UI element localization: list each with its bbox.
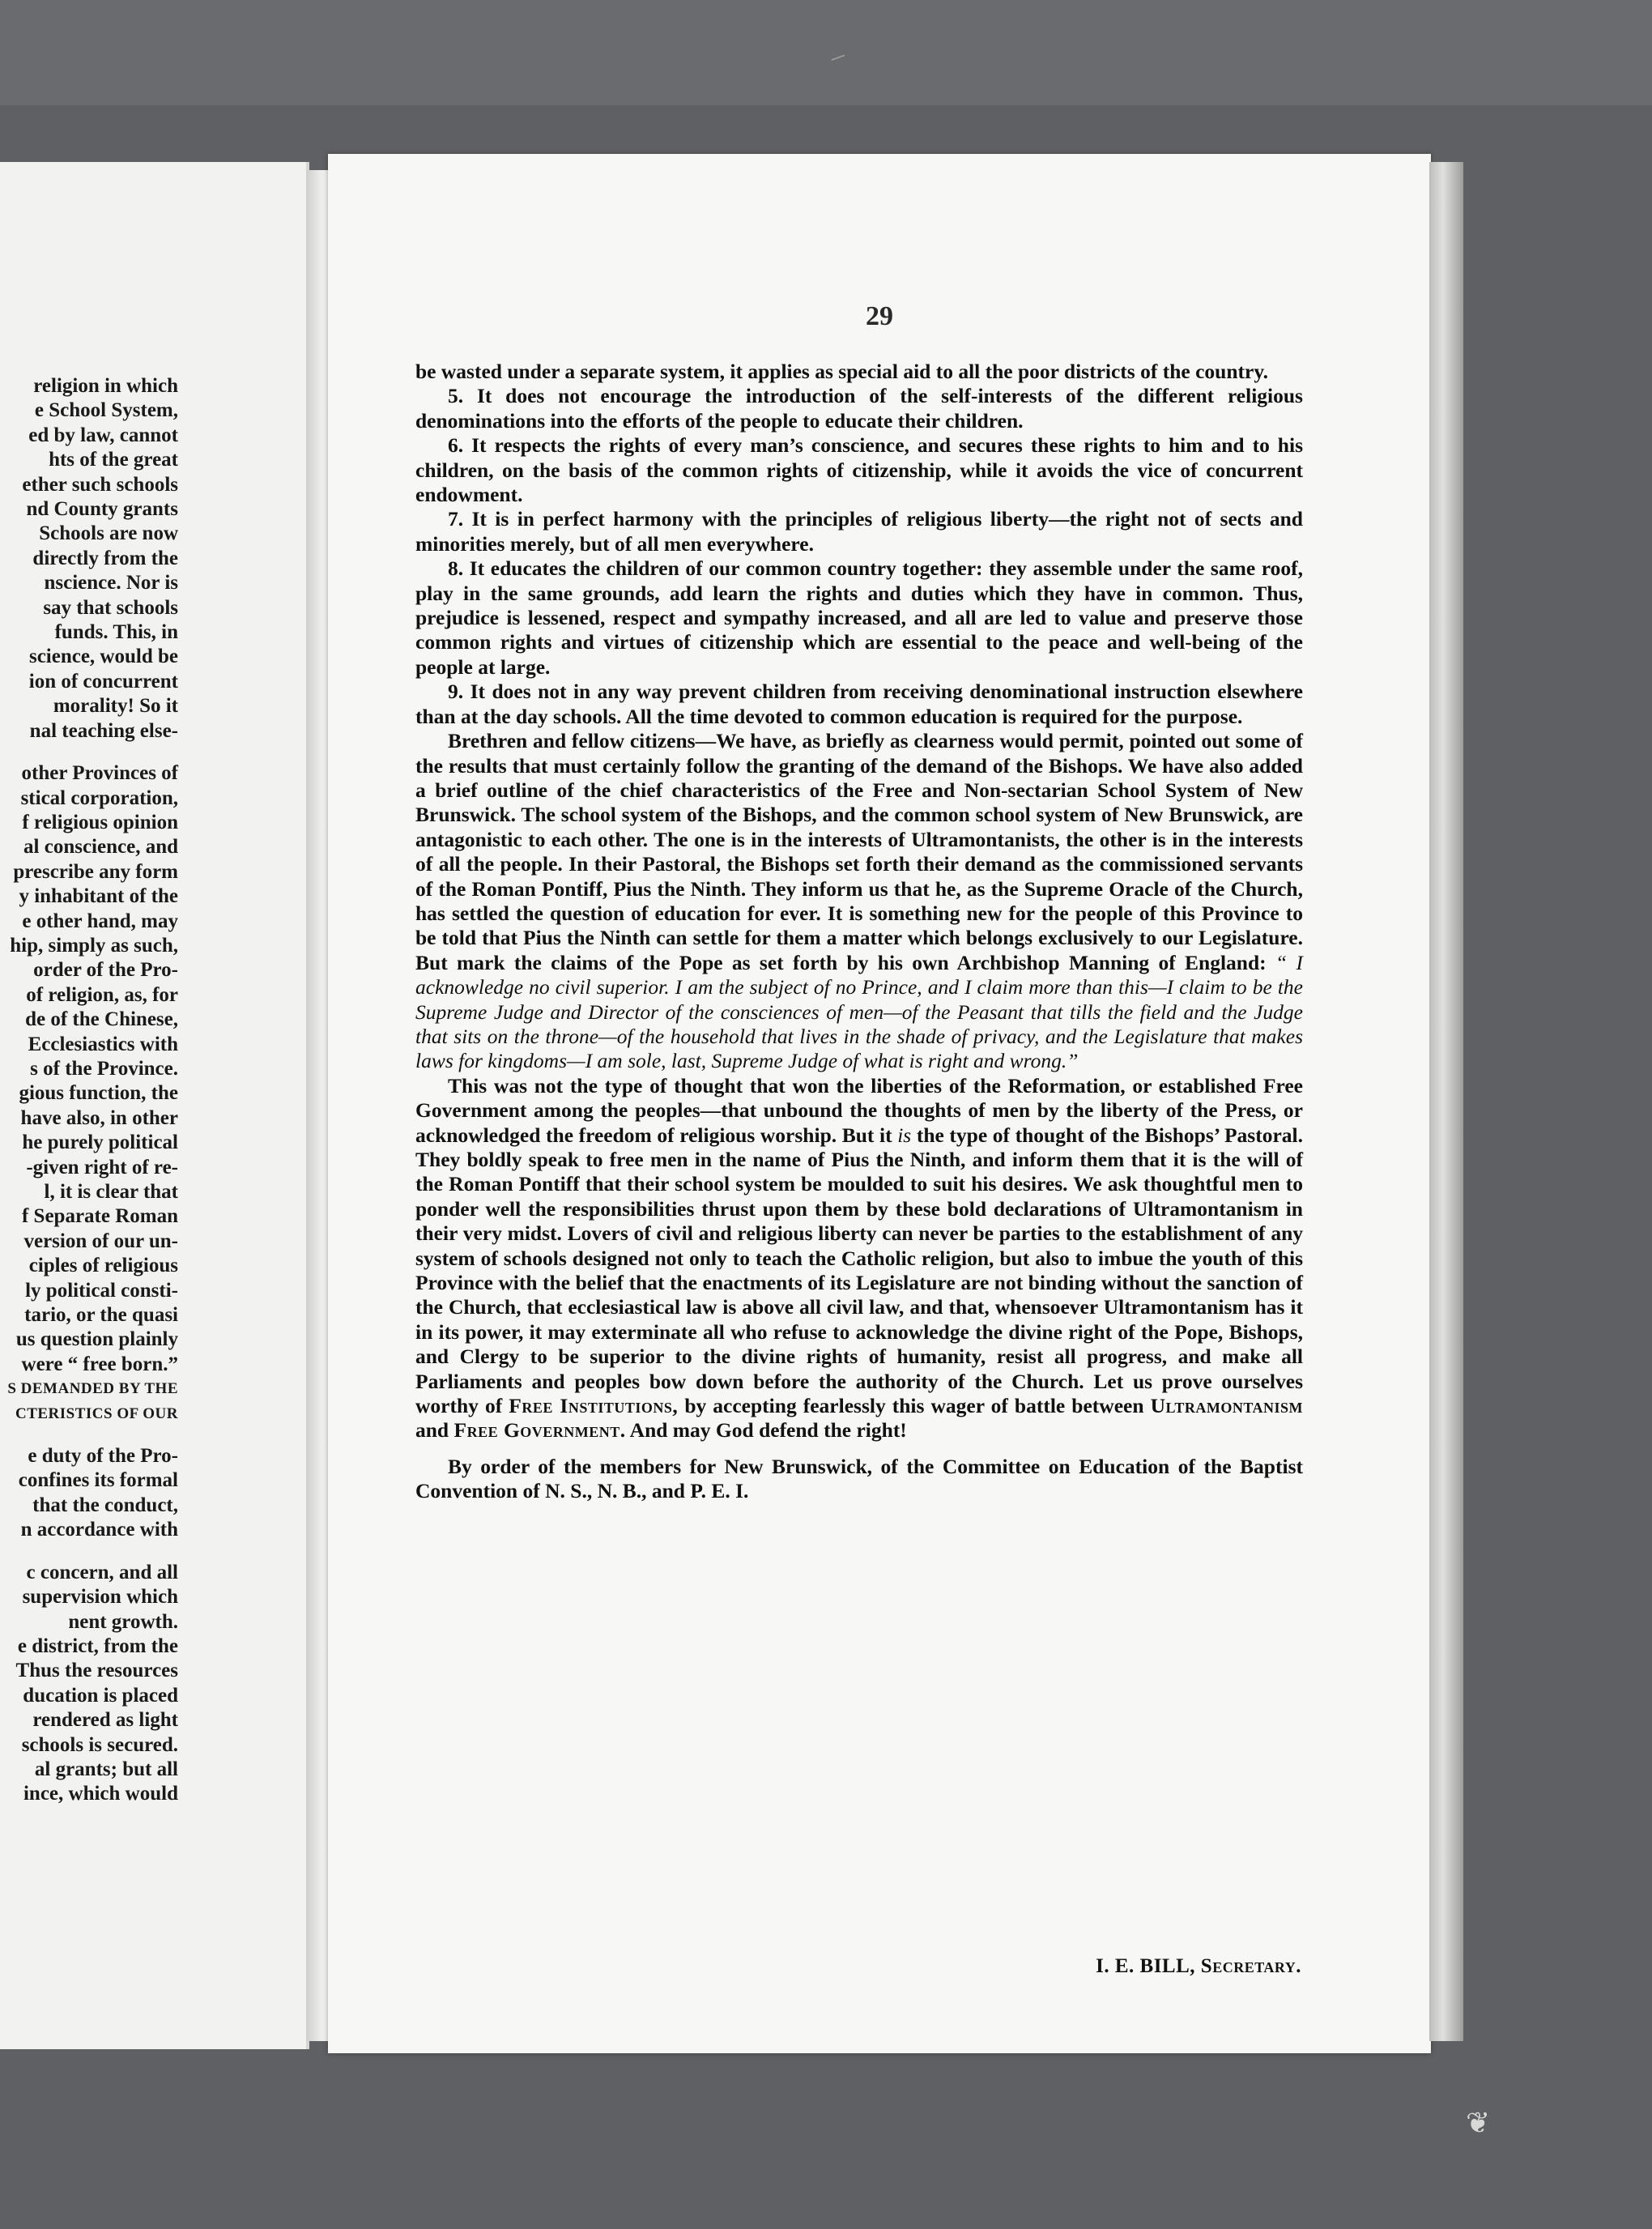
left-page-line: c concern, and all [26, 1561, 178, 1583]
left-page-line: ly political consti- [25, 1279, 178, 1302]
free-government-smallcaps: Free Government. [453, 1418, 626, 1443]
brethren-text: Brethren and fellow citizens—We have, as briefly as clearness would permit, pointed out some of the results that must certainly follow the granting of the demand of the Bishops. We have also added a brief outline of the chief characteristics of the Free and Non-sectarian School System of New Brunswick. The school system of the Bishops, and the common school system of New Brunswick, are antagonistic to each other. The one is in the interests of Ultramontanists, the other is in the interests of all the people. In their Pastoral, the Bishops set forth their demand as the commissioned servants of the Roman Pontiff, Pius the Ninth. They inform us that he, as the Supreme Oracle of the Church, has settled the question of education for ever. It is something new for the people of this Province to be told that Pius the Ninth can settle for them a matter which belongs exclusively to our Legislature. But mark the claims of the Pope as set forth by his own Archbishop Manning of England: [415, 729, 1303, 974]
left-page-line: that the conduct, [32, 1494, 178, 1516]
left-page [0, 162, 309, 2049]
left-page-line: -given right of re- [26, 1156, 178, 1178]
paragraph-point-7: 7. It is in perfect harmony with the principles of religious liberty—the right not of sects and minorities merely, but of all men everywhere. [415, 507, 1303, 556]
left-page-line: f Separate Roman [21, 1205, 178, 1228]
left-page-line: prescribe any form [13, 860, 178, 883]
left-page-line: al conscience, and [23, 836, 178, 859]
left-page-line: e other hand, may [22, 910, 178, 932]
left-page-line: funds. This, in [54, 621, 178, 644]
left-page-line: rendered as light [32, 1709, 178, 1732]
scan-dust-mark: ⸝ [827, 33, 854, 70]
left-page-line: were “ free born.” [21, 1353, 178, 1375]
left-page-line: ince, which would [23, 1783, 178, 1805]
left-page-line: science, would be [28, 646, 178, 668]
free-institutions-smallcaps: Free Institutions, [509, 1394, 679, 1418]
left-page-line: us question plainly [15, 1328, 178, 1351]
manning-quote: “ I acknowledge no civil superior. I am the subject of no Prince, and I claim more than this—I claim to be the Supreme Judge and Director of the consciences of men—of the Peasant that tills the field and the Judge that sits on the throne—of the household that lives in the shade of privacy, and the Legislature that makes laws for kingdoms—I am sole, last, Supreme Judge of what is right and wrong.” [415, 950, 1303, 1073]
left-page-line: he purely political [22, 1132, 178, 1154]
paragraph-point-5: 5. It does not encourage the introduction of the self-interests of the different religious denominations into the efforts of the people to educate their children. [415, 384, 1303, 433]
left-page-text-column [0, 374, 178, 1807]
paragraph-brethren [415, 729, 1303, 1074]
left-page-line: nent growth. [68, 1610, 178, 1633]
left-page-line: morality! So it [53, 695, 178, 718]
left-page-line: n accordance with [20, 1519, 178, 1541]
page-number: 29 [866, 301, 893, 331]
left-page-line: other Provinces of [21, 762, 178, 785]
left-page-line: supervision which [22, 1586, 178, 1609]
left-page-line: y inhabitant of the [19, 885, 178, 908]
left-page-line: ducation is placed [23, 1684, 178, 1707]
left-page-line [0, 1426, 178, 1444]
paragraph-point-6: 6. It respects the rights of every man’s conscience, and secures these rights to him and to his children, on the basis of the common rights of citizenship, while it avoids the vice of concurrent endowment. [415, 433, 1303, 507]
paragraph-reformation: This was not the type of thought that won the liberties of the Reformation, or established Free Government among the peoples—that unbound the thoughts of men by the liberty of the Press, or acknowledged the freedom of religious worship. But it is the type of thought of the Bishops’ Pastoral. They boldly speak to free men in the name of Pius the Ninth, and inform them that it is the will of the Roman Pontiff that their school system be moulded to suit his desires. We ask thoughtful men to ponder well the responsibilities thrust upon them by these bold declarations of Ultramontanism in their very midst. Lovers of civil and religious liberty can never be parties to the establishment of any system of schools designed not only to teach the Catholic religion, but also to imbue the youth of this Province with the belief that the enactments of its Legislature are not binding without the sanction of the Church, that ecclesiastical law is above all civil law, and that, whensoever Ultramontanism has it in its power, it may exterminate all who refuse to acknowledge the divine right of the Pope, Bishops, and Clergy to be superior to the divine rights of humanity, resist all progress, and make all Parliaments and peoples bow down before the authority of the Church. Let us prove ourselves worthy of Free Institutions, by accepting fearlessly this wager of battle between Ultramontanism and Free Government. And may God defend the right! [415, 1073, 1304, 1443]
left-page-line: directly from the [32, 547, 178, 569]
left-page-line: CTERISTICS OF OUR [15, 1404, 178, 1422]
left-page-line: f religious opinion [22, 811, 178, 833]
left-page-line: e duty of the Pro- [28, 1445, 178, 1468]
left-page-line: nscience. Nor is [44, 572, 178, 595]
left-page-line: Ecclesiastics with [28, 1033, 178, 1055]
left-page-line: Schools are now [39, 522, 178, 545]
left-page-line: say that schools [43, 596, 178, 619]
ultramontanism-smallcaps: Ultramontanism [1150, 1394, 1304, 1418]
left-page-line: ether such schools [22, 473, 178, 496]
left-page-line: Thus the resources [15, 1660, 178, 1682]
left-page-line: stical corporation, [20, 786, 178, 809]
page-stack-edge [1429, 162, 1463, 2041]
left-page-line: hts of the great [49, 449, 178, 471]
left-page-line: al grants; but all [34, 1758, 178, 1780]
page-body-text [415, 360, 1303, 1504]
left-page-line: e School System, [34, 399, 178, 422]
left-page-line [0, 1543, 178, 1561]
left-page-line: confines its formal [18, 1469, 178, 1492]
left-page-line: nal teaching else- [29, 719, 178, 742]
book-gutter [306, 170, 330, 2041]
right-page [328, 154, 1431, 2053]
paragraph-point-9: 9. It does not in any way prevent children from receiving denominational instruction elsewhere than at the day schools. All the time devoted to common education is required for the purpose. [415, 680, 1303, 728]
left-page-line: order of the Pro- [33, 959, 178, 982]
signature-title: Secretary. [1200, 1955, 1301, 1977]
left-page-line: S DEMANDED BY THE [7, 1380, 178, 1398]
paragraph-point-8: 8. It educates the children of our common country together: they assemble under the same roof, play in the same grounds, add learn the rights and duties which they have in common. Thus, prejudice is lessened, respect and sympathy increased, and all are led to value and preserve those common rights and virtues of citizenship which are essential to the peace and well-being of the people at large. [415, 556, 1303, 679]
left-page-line: ciples of religious [28, 1255, 178, 1277]
left-page-line: have also, in other [20, 1106, 178, 1129]
scanner-background [0, 0, 1652, 105]
left-page-line: hip, simply as such, [10, 934, 178, 957]
left-page-line: of religion, as, for [26, 983, 178, 1006]
left-page-line: religion in which [33, 375, 178, 397]
left-page-line: s of the Province. [30, 1057, 178, 1080]
left-page-line: l, it is clear that [44, 1181, 178, 1203]
left-page-line: de of the Chinese, [25, 1008, 178, 1031]
left-page-line: gious function, the [19, 1082, 178, 1105]
left-page-line: ed by law, cannot [28, 424, 178, 446]
signature-name: I. E. BILL, [1096, 1955, 1196, 1977]
paragraph-by-order: By order of the members for New Brunswick, of the Committee on Education of the Baptist Convention of N. S., N. B., and P. E. I. [415, 1454, 1303, 1503]
left-page-line: version of our un- [23, 1230, 178, 1252]
paragraph-continuation: be wasted under a separate system, it applies as special aid to all the poor districts of the country. [415, 360, 1269, 383]
scan-dust-mark: ❦ [1466, 2107, 1491, 2139]
left-page-line: ion of concurrent [28, 670, 178, 693]
left-page-line: schools is secured. [21, 1733, 178, 1756]
left-page-line: nd County grants [26, 498, 178, 521]
left-page-line: e district, from the [17, 1634, 178, 1657]
left-page-line: tario, or the quasi [24, 1304, 178, 1327]
left-page-line [0, 744, 178, 761]
signature-line [1096, 1955, 1301, 1978]
